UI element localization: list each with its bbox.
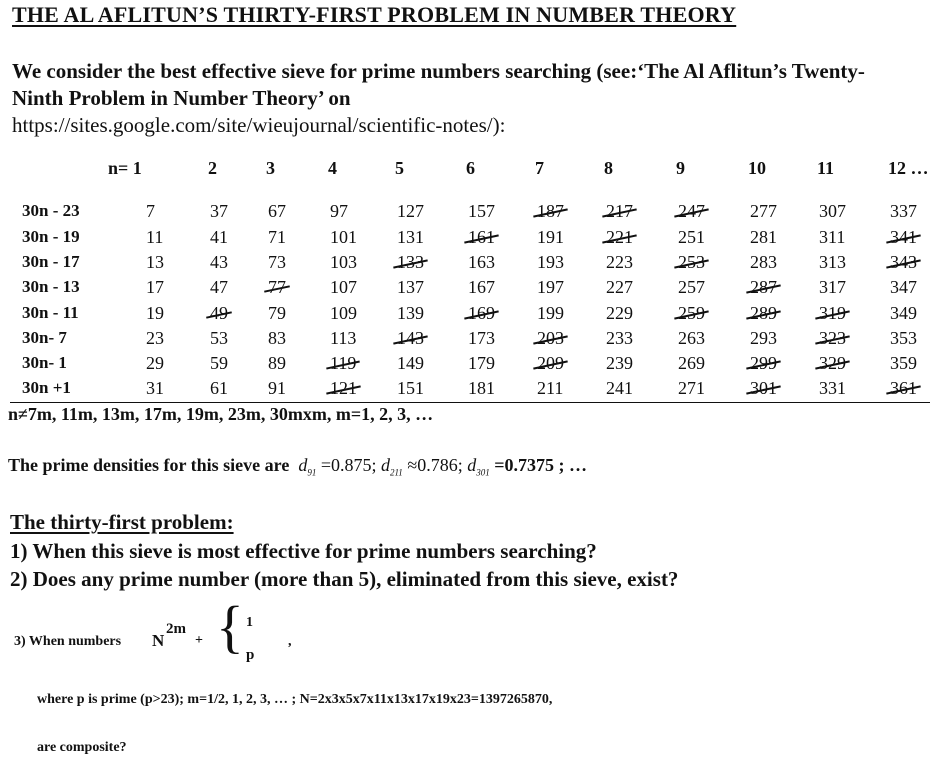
- struck-number-cell: 203: [537, 328, 564, 348]
- number-cell: 73: [268, 252, 286, 272]
- question-3-plus: +: [195, 633, 203, 648]
- number-cell: 109: [330, 303, 357, 323]
- number-cell: 281: [750, 227, 777, 247]
- n-header-value: 8: [604, 158, 613, 178]
- row-label: 30n - 13: [22, 277, 80, 296]
- number-cell: 199: [537, 303, 564, 323]
- number-cell: 17: [146, 277, 164, 297]
- number-cell: 97: [330, 201, 348, 221]
- row-label: 30n - 11: [22, 303, 79, 322]
- number-cell: 233: [606, 328, 633, 348]
- struck-number-cell: 133: [397, 252, 424, 272]
- number-cell: 257: [678, 277, 705, 297]
- number-cell: 229: [606, 303, 633, 323]
- question-3-bottom: p: [246, 647, 255, 663]
- struck-number-cell: 119: [330, 353, 357, 373]
- n-header-value: 2: [208, 158, 217, 178]
- question-1: 1) When this sieve is most effective for prime numbers searching?: [10, 539, 597, 563]
- number-cell: 107: [330, 277, 357, 297]
- number-cell: 193: [537, 252, 564, 272]
- number-cell: 149: [397, 353, 424, 373]
- number-cell: 223: [606, 252, 633, 272]
- question-3-base: N: [152, 631, 165, 650]
- number-cell: 353: [890, 328, 917, 348]
- density-value-2: ≈0.786;: [407, 455, 463, 475]
- number-cell: 19: [146, 303, 164, 323]
- number-cell: 277: [750, 201, 777, 221]
- number-cell: 127: [397, 201, 424, 221]
- struck-number-cell: 209: [537, 353, 564, 373]
- number-cell: 157: [468, 201, 495, 221]
- number-cell: 151: [397, 378, 424, 398]
- intro-paragraph: [12, 58, 912, 139]
- row-label: 30n - 19: [22, 227, 80, 246]
- struck-number-cell: 301: [750, 378, 777, 398]
- page-title: THE AL AFLITUN’S THIRTY-FIRST PROBLEM IN NUMBER THEORY: [12, 2, 737, 27]
- number-cell: 227: [606, 277, 633, 297]
- number-cell: 41: [210, 227, 228, 247]
- struck-number-cell: 299: [750, 353, 777, 373]
- number-cell: 139: [397, 303, 424, 323]
- struck-number-cell: 361: [890, 378, 917, 398]
- density-value-3: =0.7375 ; …: [494, 455, 587, 475]
- struck-number-cell: 341: [890, 227, 917, 247]
- number-cell: 263: [678, 328, 705, 348]
- number-cell: 331: [819, 378, 846, 398]
- row-label: 30n- 1: [22, 353, 67, 372]
- number-cell: 269: [678, 353, 705, 373]
- struck-number-cell: 253: [678, 252, 705, 272]
- number-cell: 191: [537, 227, 564, 247]
- struck-number-cell: 247: [678, 201, 705, 221]
- number-cell: 11: [146, 227, 164, 247]
- struck-number-cell: 121: [330, 378, 357, 398]
- prime-densities: [8, 455, 587, 478]
- question-3-comma: ,: [288, 634, 292, 649]
- struck-number-cell: 343: [890, 252, 917, 272]
- struck-number-cell: 161: [468, 227, 495, 247]
- number-cell: 197: [537, 277, 564, 297]
- number-cell: 307: [819, 201, 846, 221]
- question-3-exponent: 2m: [166, 621, 186, 637]
- table-bottom-rule: [10, 402, 930, 403]
- number-cell: 79: [268, 303, 286, 323]
- n-header-value: 7: [535, 158, 544, 178]
- number-cell: 71: [268, 227, 286, 247]
- number-cell: 101: [330, 227, 357, 247]
- number-cell: 29: [146, 353, 164, 373]
- n-header-value: 4: [328, 158, 337, 178]
- number-cell: 131: [397, 227, 424, 247]
- number-cell: 317: [819, 277, 846, 297]
- number-cell: 337: [890, 201, 917, 221]
- number-cell: 167: [468, 277, 495, 297]
- struck-number-cell: 319: [819, 303, 846, 323]
- problem-title: The thirty-first problem:: [10, 510, 234, 534]
- number-cell: 43: [210, 252, 228, 272]
- n-header-value: 6: [466, 158, 475, 178]
- struck-number-cell: 49: [210, 303, 228, 323]
- number-cell: 179: [468, 353, 495, 373]
- struck-number-cell: 289: [750, 303, 777, 323]
- number-cell: 83: [268, 328, 286, 348]
- number-cell: 239: [606, 353, 633, 373]
- number-cell: 103: [330, 252, 357, 272]
- density-sub-2: 211: [389, 467, 403, 478]
- row-label: 30n +1: [22, 378, 71, 397]
- number-cell: 53: [210, 328, 228, 348]
- number-cell: 211: [537, 378, 564, 398]
- struck-number-cell: 187: [537, 201, 564, 221]
- n-header-value: 9: [676, 158, 685, 178]
- struck-number-cell: 287: [750, 277, 777, 297]
- density-sub-1: 91: [307, 467, 317, 478]
- number-cell: 37: [210, 201, 228, 221]
- n-header-value: 11: [817, 158, 835, 178]
- number-cell: 47: [210, 277, 228, 297]
- number-cell: 173: [468, 328, 495, 348]
- n-header-value: 5: [395, 158, 404, 178]
- sieve-condition: n≠7m, 11m, 13m, 17m, 19m, 23m, 30mxm, m=1, 2, 3, …: [8, 404, 434, 424]
- question-3-top: 1: [246, 615, 253, 630]
- struck-number-cell: 323: [819, 328, 846, 348]
- densities-prefix: The prime densities for this sieve are: [8, 455, 290, 475]
- question-3-prefix: 3) When numbers: [14, 634, 122, 649]
- number-cell: 7: [146, 201, 155, 221]
- question-3-where: where p is prime (p>23); m=1/2, 1, 2, 3, … ; N=2x3x5x7x11x13x17x19x23=1397265870,: [37, 692, 553, 707]
- number-cell: 23: [146, 328, 164, 348]
- number-cell: 89: [268, 353, 286, 373]
- number-cell: 251: [678, 227, 705, 247]
- intro-text: We consider the best effective sieve for prime numbers searching (see:‘The Al Aflitun’s Twenty-Ninth Problem in Number Theory’ on: [12, 59, 865, 110]
- number-cell: 59: [210, 353, 228, 373]
- row-label: 30n - 17: [22, 252, 80, 271]
- number-cell: 13: [146, 252, 164, 272]
- number-cell: 283: [750, 252, 777, 272]
- question-3-end: are composite?: [37, 740, 127, 755]
- n-header-label: n= 1: [108, 158, 142, 178]
- struck-number-cell: 329: [819, 353, 846, 373]
- number-cell: 347: [890, 277, 917, 297]
- number-cell: 241: [606, 378, 633, 398]
- struck-number-cell: 169: [468, 303, 495, 323]
- number-cell: 137: [397, 277, 424, 297]
- number-cell: 293: [750, 328, 777, 348]
- n-header-value: 10: [748, 158, 766, 178]
- struck-number-cell: 77: [268, 277, 286, 297]
- struck-number-cell: 221: [606, 227, 633, 247]
- number-cell: 91: [268, 378, 286, 398]
- struck-number-cell: 143: [397, 328, 424, 348]
- n-header-value: 12 …: [888, 158, 929, 178]
- number-cell: 113: [330, 328, 357, 348]
- number-cell: 67: [268, 201, 286, 221]
- n-header-value: 3: [266, 158, 275, 178]
- density-value-1: =0.875;: [320, 455, 377, 475]
- struck-number-cell: 217: [606, 201, 633, 221]
- number-cell: 271: [678, 378, 705, 398]
- number-cell: 359: [890, 353, 917, 373]
- question-2: 2) Does any prime number (more than 5), eliminated from this sieve, exist?: [10, 567, 679, 591]
- density-symbol: d: [467, 455, 477, 475]
- number-cell: 181: [468, 378, 495, 398]
- question-3-brace: {: [216, 594, 244, 659]
- struck-number-cell: 259: [678, 303, 705, 323]
- row-label: 30n- 7: [22, 328, 67, 347]
- number-cell: 163: [468, 252, 495, 272]
- number-cell: 349: [890, 303, 917, 323]
- number-cell: 61: [210, 378, 228, 398]
- number-cell: 31: [146, 378, 164, 398]
- intro-url: https://sites.google.com/site/wieujournal/scientific-notes/):: [12, 113, 506, 137]
- row-label: 30n - 23: [22, 201, 80, 220]
- density-symbol: d: [298, 455, 308, 475]
- number-cell: 313: [819, 252, 846, 272]
- density-symbol: d: [380, 455, 390, 475]
- density-sub-3: 301: [476, 467, 490, 478]
- number-cell: 311: [819, 227, 846, 247]
